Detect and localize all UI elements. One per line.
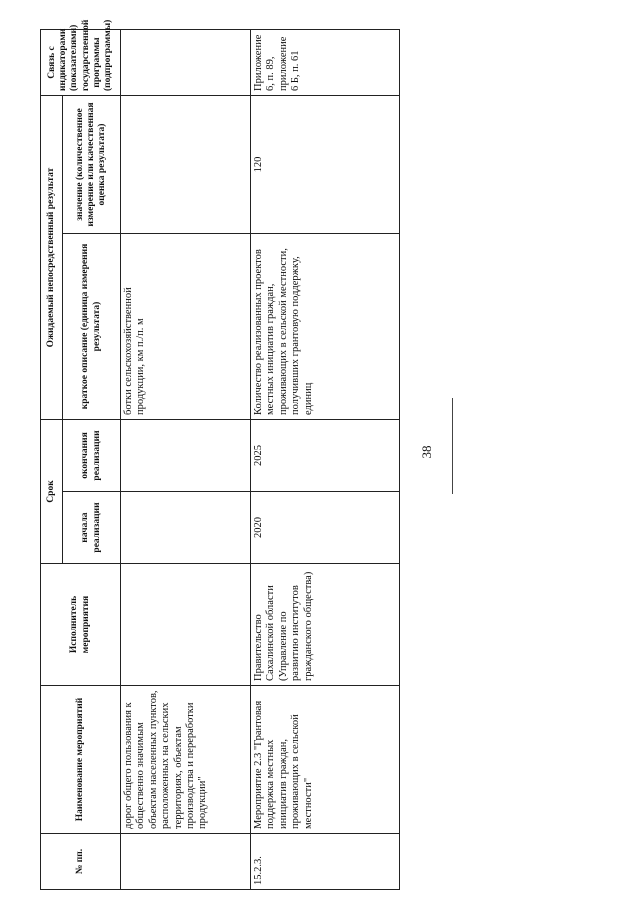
header-expected-value: значение (количественное измерение или качественная оценка результата) <box>63 96 121 234</box>
header-num: № пп. <box>41 834 121 890</box>
cell-desc: ботки сельскохозяйственной продукции, км п./п. м <box>121 234 251 420</box>
cell-start <box>121 492 251 564</box>
cell-end: 2025 <box>251 420 400 492</box>
table-row <box>251 30 400 890</box>
cell-desc: Количество реализованных проектов местных инициатив граждан, проживающих в сельской местности, получивших грантовую поддержку, единиц <box>251 234 400 420</box>
cell-executor <box>121 564 251 686</box>
cell-name: дорог общего пользования к общественно значимым объектам населенных пунктов, расположенных на сельских территориях, объектам производства и переработки продукции" <box>121 686 251 834</box>
cell-value <box>121 96 251 234</box>
activities-table <box>40 19 400 890</box>
header-term: Срок <box>41 420 63 564</box>
header-expected-desc: краткое описание (единица измерения результата) <box>63 234 121 420</box>
table-row <box>121 30 251 890</box>
cell-num: 15.2.3. <box>251 834 400 890</box>
cell-num <box>121 834 251 890</box>
cell-name: Мероприятие 2.3 "Грантовая поддержка местных инициатив граждан, проживающих в сельской местности" <box>251 686 400 834</box>
cell-end <box>121 420 251 492</box>
header-executor: Исполнитель мероприятия <box>41 564 121 686</box>
header-expected: Ожидаемый непосредственный результат <box>41 96 63 420</box>
cell-start: 2020 <box>251 492 400 564</box>
page-number: 38 <box>419 445 434 459</box>
cell-executor: Правительство Сахалинской области (Управление по развитию институтов гражданского общества) <box>251 564 400 686</box>
signature-line <box>452 398 453 494</box>
cell-link: Приложение 6, п. 89, приложение 6 Б, п. 61 <box>251 30 400 96</box>
cell-value: 120 <box>251 96 400 234</box>
header-link: Связь с индикаторами (показателями) государственной программы (подпрограммы) <box>41 30 121 96</box>
header-name: Наименование мероприятий <box>41 686 121 834</box>
rotated-table-container <box>40 19 400 890</box>
header-term-end: окончания реализации <box>63 420 121 492</box>
header-term-start: начала реализации <box>63 492 121 564</box>
cell-link <box>121 30 251 96</box>
